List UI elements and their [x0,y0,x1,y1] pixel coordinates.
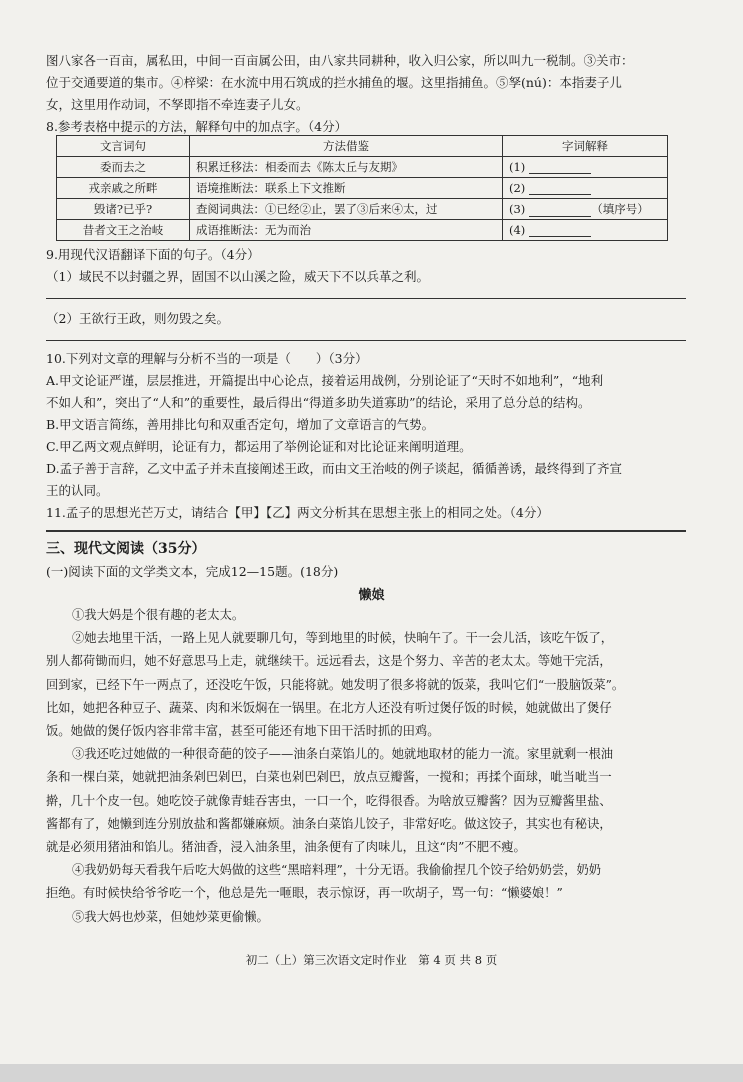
story-line: 别人都荷锄而归，她不好意思马上走，就继续干。远远看去，这是个努力、辛苦的老太太。等她干完活， [46,654,612,669]
story-paragraph-4: ④我奶奶每天看我午后吃大妈做的这些“黑暗料理”，十分无语。我偷偷捏几个饺子给奶奶尝，奶奶 [72,863,602,878]
table-header-method: 方法借鉴 [190,136,503,157]
table-cell-phrase: 毁诸?已乎? [57,199,190,220]
answer-number: (1) [509,160,526,174]
question-10 [46,348,686,524]
table-cell-method: 成语推断法：无为而治 [190,220,503,241]
table-cell-answer [503,220,668,241]
story-line: 擀，几十个皮一包。她吃饺子就像青蛙吞害虫，一口一个，吃得很香。为啥放豆瓣酱？因为豆瓣酱里盐、 [46,793,612,808]
table-row [57,199,668,220]
intro-line-2: 位于交通要道的集市。④梓梁：在水流中用石筑成的拦水捕鱼的堰。这里指捕鱼。⑤孥(nú)：本指妻子儿 [46,75,622,90]
intro-line-1: 图八家各一百亩，属私田，中间一百亩属公田，由八家共同耕种，收入归公家，所以叫九一税制。③关市： [46,53,634,68]
table-cell-method: 积累迁移法：相委而去《陈太丘与友期》 [190,157,503,178]
answer-line[interactable] [46,298,686,299]
answer-blank[interactable] [529,182,591,195]
intro-line-3: 女，这里用作动词，不孥即指不牵连妻子儿女。 [46,97,309,112]
question-11-title: 11.孟子的思想光芒万丈，请结合【甲】【乙】两文分析其在思想主张上的相同之处。（4分） [46,505,549,520]
table-cell-method: 语境推断法：联系上下文推断 [190,178,503,199]
answer-note: （填序号） [591,202,649,216]
table-cell-phrase: 戎亲戚之所畔 [57,178,190,199]
table-cell-phrase: 昔者文王之治岐 [57,220,190,241]
table-header-row [57,136,668,157]
story-line: 饭。她做的煲仔饭内容非常丰富，甚至可能还有地下田干活时抓的田鸡。 [46,724,440,739]
answer-blank[interactable] [529,224,591,237]
story-paragraph-1: ①我大妈是个很有趣的老太太。 [72,608,245,622]
option-a-line-1: A.甲文论证严谨，层层推进，开篇提出中心论点，接着运用战例，分别论证了“天时不如地利”，“地利 [46,373,604,388]
table-cell-answer [503,178,668,199]
table-header-answer: 字词解释 [503,136,668,157]
story-title: 懒娘 [358,588,385,603]
table-cell-method: 查阅词典法：①已经②止，罢了③后来④太，过 [190,199,503,220]
story-line: 条和一棵白菜，她就把油条剁巴剁巴，白菜也剁巴剁巴，放点豆瓣酱，一搅和；再揉个面球，呲当呲当一 [46,770,612,785]
page-footer: 初二（上）第三次语文定时作业 第 4 页 共 8 页 [245,953,498,967]
question-9-sentence-1: （1）域民不以封疆之界，固国不以山溪之险，威天下不以兵革之利。 [46,269,429,284]
table-cell-answer [503,157,668,178]
table-row [57,220,668,241]
option-d-line-1: D.孟子善于言辞，乙文中孟子并未直接阐述王政，而由文王治岐的例子谈起，循循善诱，最终得到了齐宣 [46,461,623,476]
question-10-title: 10.下列对文章的理解与分析不当的一项是（ ）（3分） [46,351,368,366]
option-b: B.甲文语言简练，善用排比句和双重否定句，增加了文章语言的气势。 [46,417,435,432]
section-3-title: 三、现代文阅读（35分） [46,541,206,557]
story-line: 酱都有了，她懒到连分别放盐和酱都嫌麻烦。油条白菜馅儿饺子，非常好吃。做这饺子，其实也有秘诀， [46,816,612,831]
story-line: 比如，她把各种豆子、蔬菜、肉和米饭焖在一锅里。在北方人还没有听过煲仔饭的时候，她就做出了煲仔 [46,700,612,715]
story-line: 回到家，已经下午一两点了，还没吃午饭，只能将就。她发明了很多将就的饭菜，我叫它们“一股脑饭菜”。 [46,677,625,692]
story-line: 就是必须用猪油和馅儿。猪油香，浸入油条里，油条便有了肉味儿，且这“肉”不肥不瘦。 [46,840,526,855]
option-c: C.甲乙两文观点鲜明，论证有力，都运用了举例论证和对比论证来阐明道理。 [46,439,472,454]
table-row [57,157,668,178]
story-paragraph-2: ②她去地里干活，一路上见人就要聊几句，等到地里的时候，快晌午了。干一会儿活，该吃午饭了， [72,631,614,646]
question-9-title: 9.用现代汉语翻译下面的句子。（4分） [46,247,260,262]
option-a-line-2: 不如人和”，突出了“人和”的重要性，最后得出“得道多助失道寡助”的结论，采用了总分总的结构。 [46,395,591,410]
question-8-title: 8.参考表格中提示的方法，解释句中的加点字。（4分） [46,119,348,134]
question-9-sentence-2: （2）王欲行王政，则勿毁之矣。 [46,311,229,326]
answer-number: (2) [509,181,526,195]
answer-blank[interactable] [529,161,591,174]
story-paragraph-5: ⑤我大妈也炒菜，但她炒菜更偷懒。 [72,909,269,924]
answer-blank[interactable] [529,204,591,217]
answer-line[interactable] [46,340,686,341]
method-table [56,135,668,241]
option-d-line-2: 王的认同。 [46,483,109,498]
story-text [46,604,686,929]
answer-number: (3) [509,202,526,216]
table-row [57,178,668,199]
table-cell-phrase: 委而去之 [57,157,190,178]
table-header-phrase: 文言词句 [57,136,190,157]
answer-line[interactable] [46,530,686,532]
story-paragraph-3: ③我还吃过她做的一种很奇葩的饺子——油条白菜馅儿的。她就地取材的能力一流。家里就剩一根油 [72,747,614,762]
table-cell-answer [503,199,668,220]
story-line: 拒绝。有时候快给爷爷吃一个，他总是先一咂眼，表示惊讶，再一吹胡子，骂一句：“懒婆娘！” [46,886,563,901]
scan-border [0,1064,743,1082]
section-3-subtitle: (一)阅读下面的文学类文本，完成12—15题。(18分) [46,564,339,579]
answer-number: (4) [509,223,526,237]
